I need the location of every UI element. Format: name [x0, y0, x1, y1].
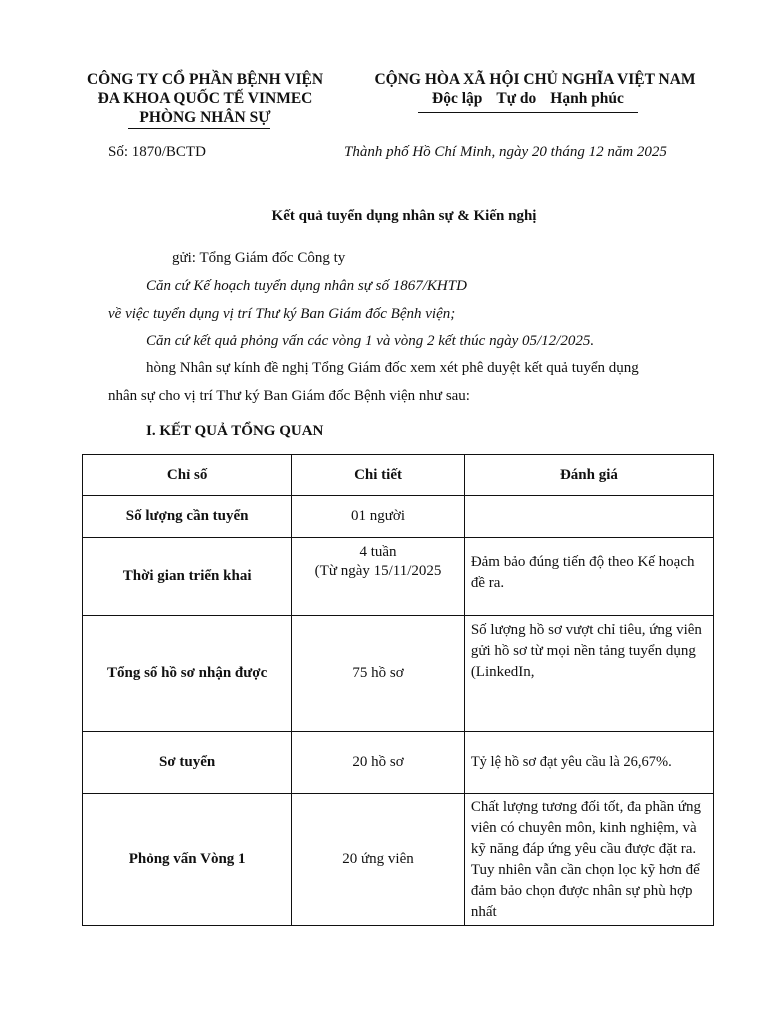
row-detail: 20 hồ sơ: [292, 732, 465, 794]
row-label: Số lượng cần tuyển: [83, 496, 292, 538]
recipient-line: gửi: Tổng Giám đốc Công ty: [172, 250, 346, 266]
department-name: PHÒNG NHÂN SỰ: [139, 109, 271, 126]
table-row: [83, 732, 714, 794]
motto-part-2: Tự do: [496, 90, 537, 107]
row-note: [464, 496, 713, 538]
table-row: [83, 496, 714, 538]
basis-line-2: Căn cứ kết quả phỏng vấn các vòng 1 và vòng 2 kết thúc ngày 05/12/2025.: [146, 333, 595, 349]
header-cell: Chỉ số: [83, 455, 292, 496]
table-row: [83, 794, 714, 926]
row-detail: 20 ứng viên: [292, 794, 465, 926]
row-detail-line1: 4 tuần: [359, 544, 397, 560]
motto-underline: [418, 112, 638, 113]
header-cell: Đánh giá: [464, 455, 713, 496]
company-name-line1: CÔNG TY CỔ PHẦN BỆNH VIỆN: [86, 71, 324, 88]
row-detail-line2: (Từ ngày 15/11/2025: [314, 563, 442, 579]
motto-part-3: Hạnh phúc: [550, 90, 624, 107]
motto-part-1: Độc lập: [432, 90, 483, 107]
national-title: CỘNG HÒA XÃ HỘI CHỦ NGHĨA VIỆT NAM: [374, 71, 696, 88]
results-table: [82, 454, 714, 926]
row-label: Sơ tuyển: [83, 732, 292, 794]
table-row: [83, 616, 714, 732]
section-title: I. KẾT QUẢ TỔNG QUAN: [146, 423, 324, 439]
row-note: Đảm bảo đúng tiến độ theo Kế hoạch đề ra.: [464, 538, 713, 616]
row-detail: 01 người: [292, 496, 465, 538]
company-name-line2: ĐA KHOA QUỐC TẾ VINMEC: [97, 90, 313, 107]
basis-line-1-cont: về việc tuyển dụng vị trí Thư ký Ban Giám đốc Bệnh viện;: [108, 306, 456, 322]
row-detail: [292, 538, 465, 616]
row-note: Tỷ lệ hồ sơ đạt yêu cầu là 26,67%.: [464, 732, 713, 794]
document-title: Kết quả tuyển dụng nhân sự & Kiến nghị: [271, 208, 537, 224]
basis-line-1: Căn cứ Kế hoạch tuyển dụng nhân sự số 1867/KHTD: [146, 278, 467, 294]
document-number: Số: 1870/BCTD: [108, 144, 206, 160]
request-paragraph-line1: hòng Nhân sự kính đề nghị Tổng Giám đốc xem xét phê duyệt kết quả tuyển dụng: [146, 360, 639, 376]
row-note: Số lượng hồ sơ vượt chỉ tiêu, ứng viên gửi hồ sơ từ mọi nền tảng tuyển dụng (LinkedIn,: [464, 616, 713, 732]
request-paragraph-line2: nhân sự cho vị trí Thư ký Ban Giám đốc Bệnh viện như sau:: [108, 388, 470, 404]
table-row: [83, 538, 714, 616]
row-label: Tổng số hồ sơ nhận được: [83, 616, 292, 732]
table-header-row: [83, 455, 714, 496]
row-note: Chất lượng tương đối tốt, đa phần ứng viên có chuyên môn, kinh nghiệm, và kỹ năng đáp ứng yêu cầu được đặt ra. Tuy nhiên vẫn cần chọn lọc kỹ hơn để đảm bảo chọn được nhân sự phù hợp nhất: [464, 794, 713, 926]
department-underline: [128, 128, 270, 129]
row-label: Phỏng vấn Vòng 1: [83, 794, 292, 926]
place-date: Thành phố Hồ Chí Minh, ngày 20 tháng 12 năm 2025: [344, 144, 667, 160]
motto: [432, 89, 624, 108]
header-cell: Chi tiết: [292, 455, 465, 496]
row-detail: 75 hồ sơ: [292, 616, 465, 732]
row-label: Thời gian triển khai: [83, 538, 292, 616]
